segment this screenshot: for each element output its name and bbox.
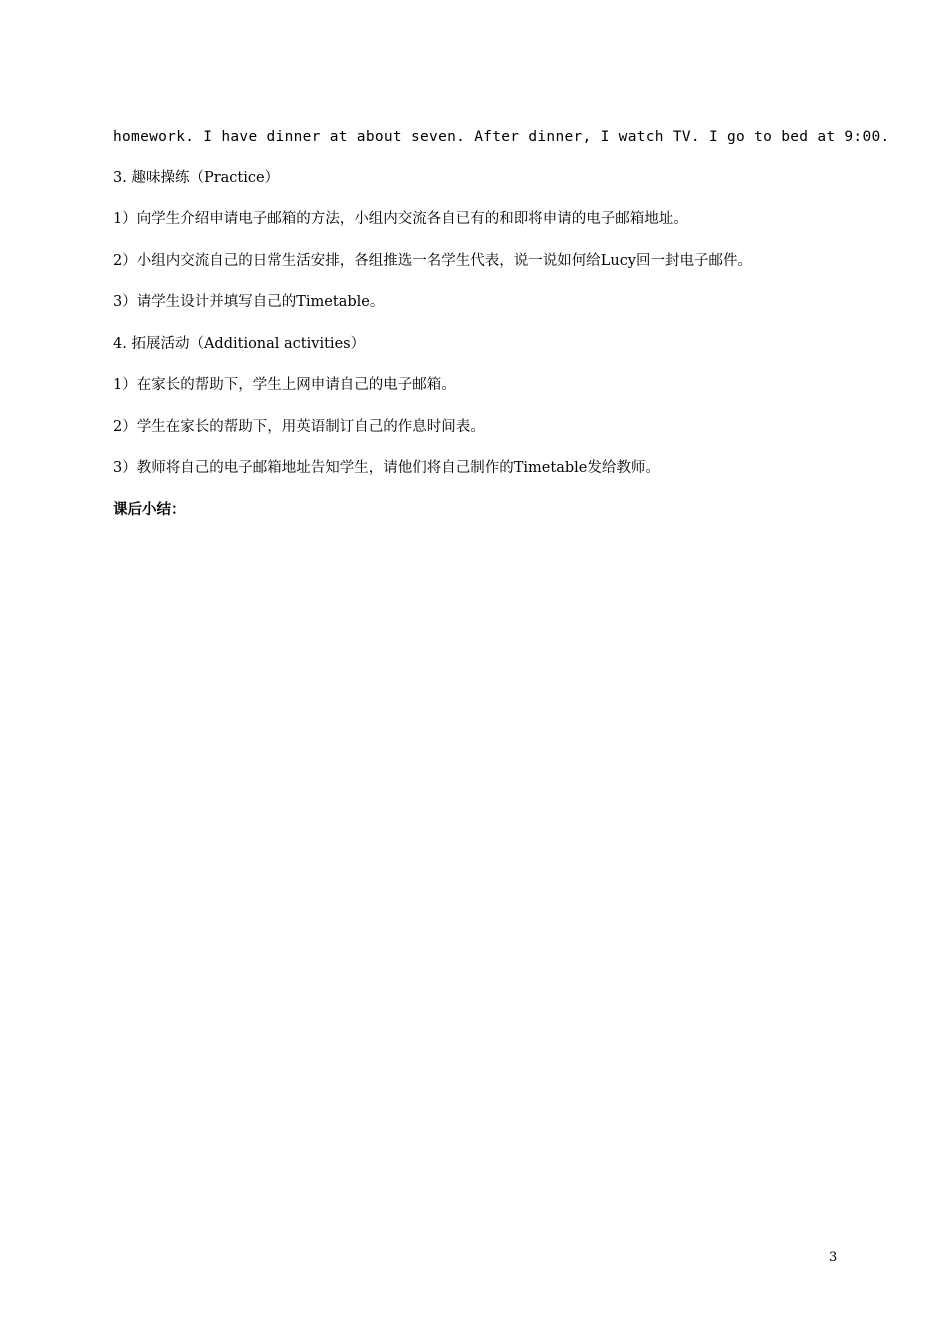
practice-item-3: 3）请学生设计并填写自己的Timetable。 — [113, 294, 385, 310]
activity-item-1: 1）在家长的帮助下，学生上网申请自己的电子邮箱。 — [113, 377, 456, 393]
activity-item-2: 2）学生在家长的帮助下，用英语制订自己的作息时间表。 — [113, 419, 485, 435]
summary-heading: 课后小结： — [113, 502, 186, 518]
section-heading-additional-activities: 4. 拓展活动（Additional activities） — [113, 336, 366, 352]
text-line-homework: homework. I have dinner at about seven. After dinner, I watch TV. I go to bed at 9:00. — [113, 129, 890, 145]
section-heading-practice: 3. 趣味操练（Practice） — [113, 170, 280, 186]
practice-item-1: 1）向学生介绍申请电子邮箱的方法，小组内交流各自已有的和即将申请的电子邮箱地址。 — [113, 211, 688, 227]
page-number: 3 — [829, 1250, 838, 1265]
activity-item-3: 3）教师将自己的电子邮箱地址告知学生，请他们将自己制作的Timetable发给教师。 — [113, 460, 660, 476]
practice-item-2: 2）小组内交流自己的日常生活安排，各组推选一名学生代表，说一说如何给Lucy回一封电子邮件。 — [113, 253, 753, 269]
